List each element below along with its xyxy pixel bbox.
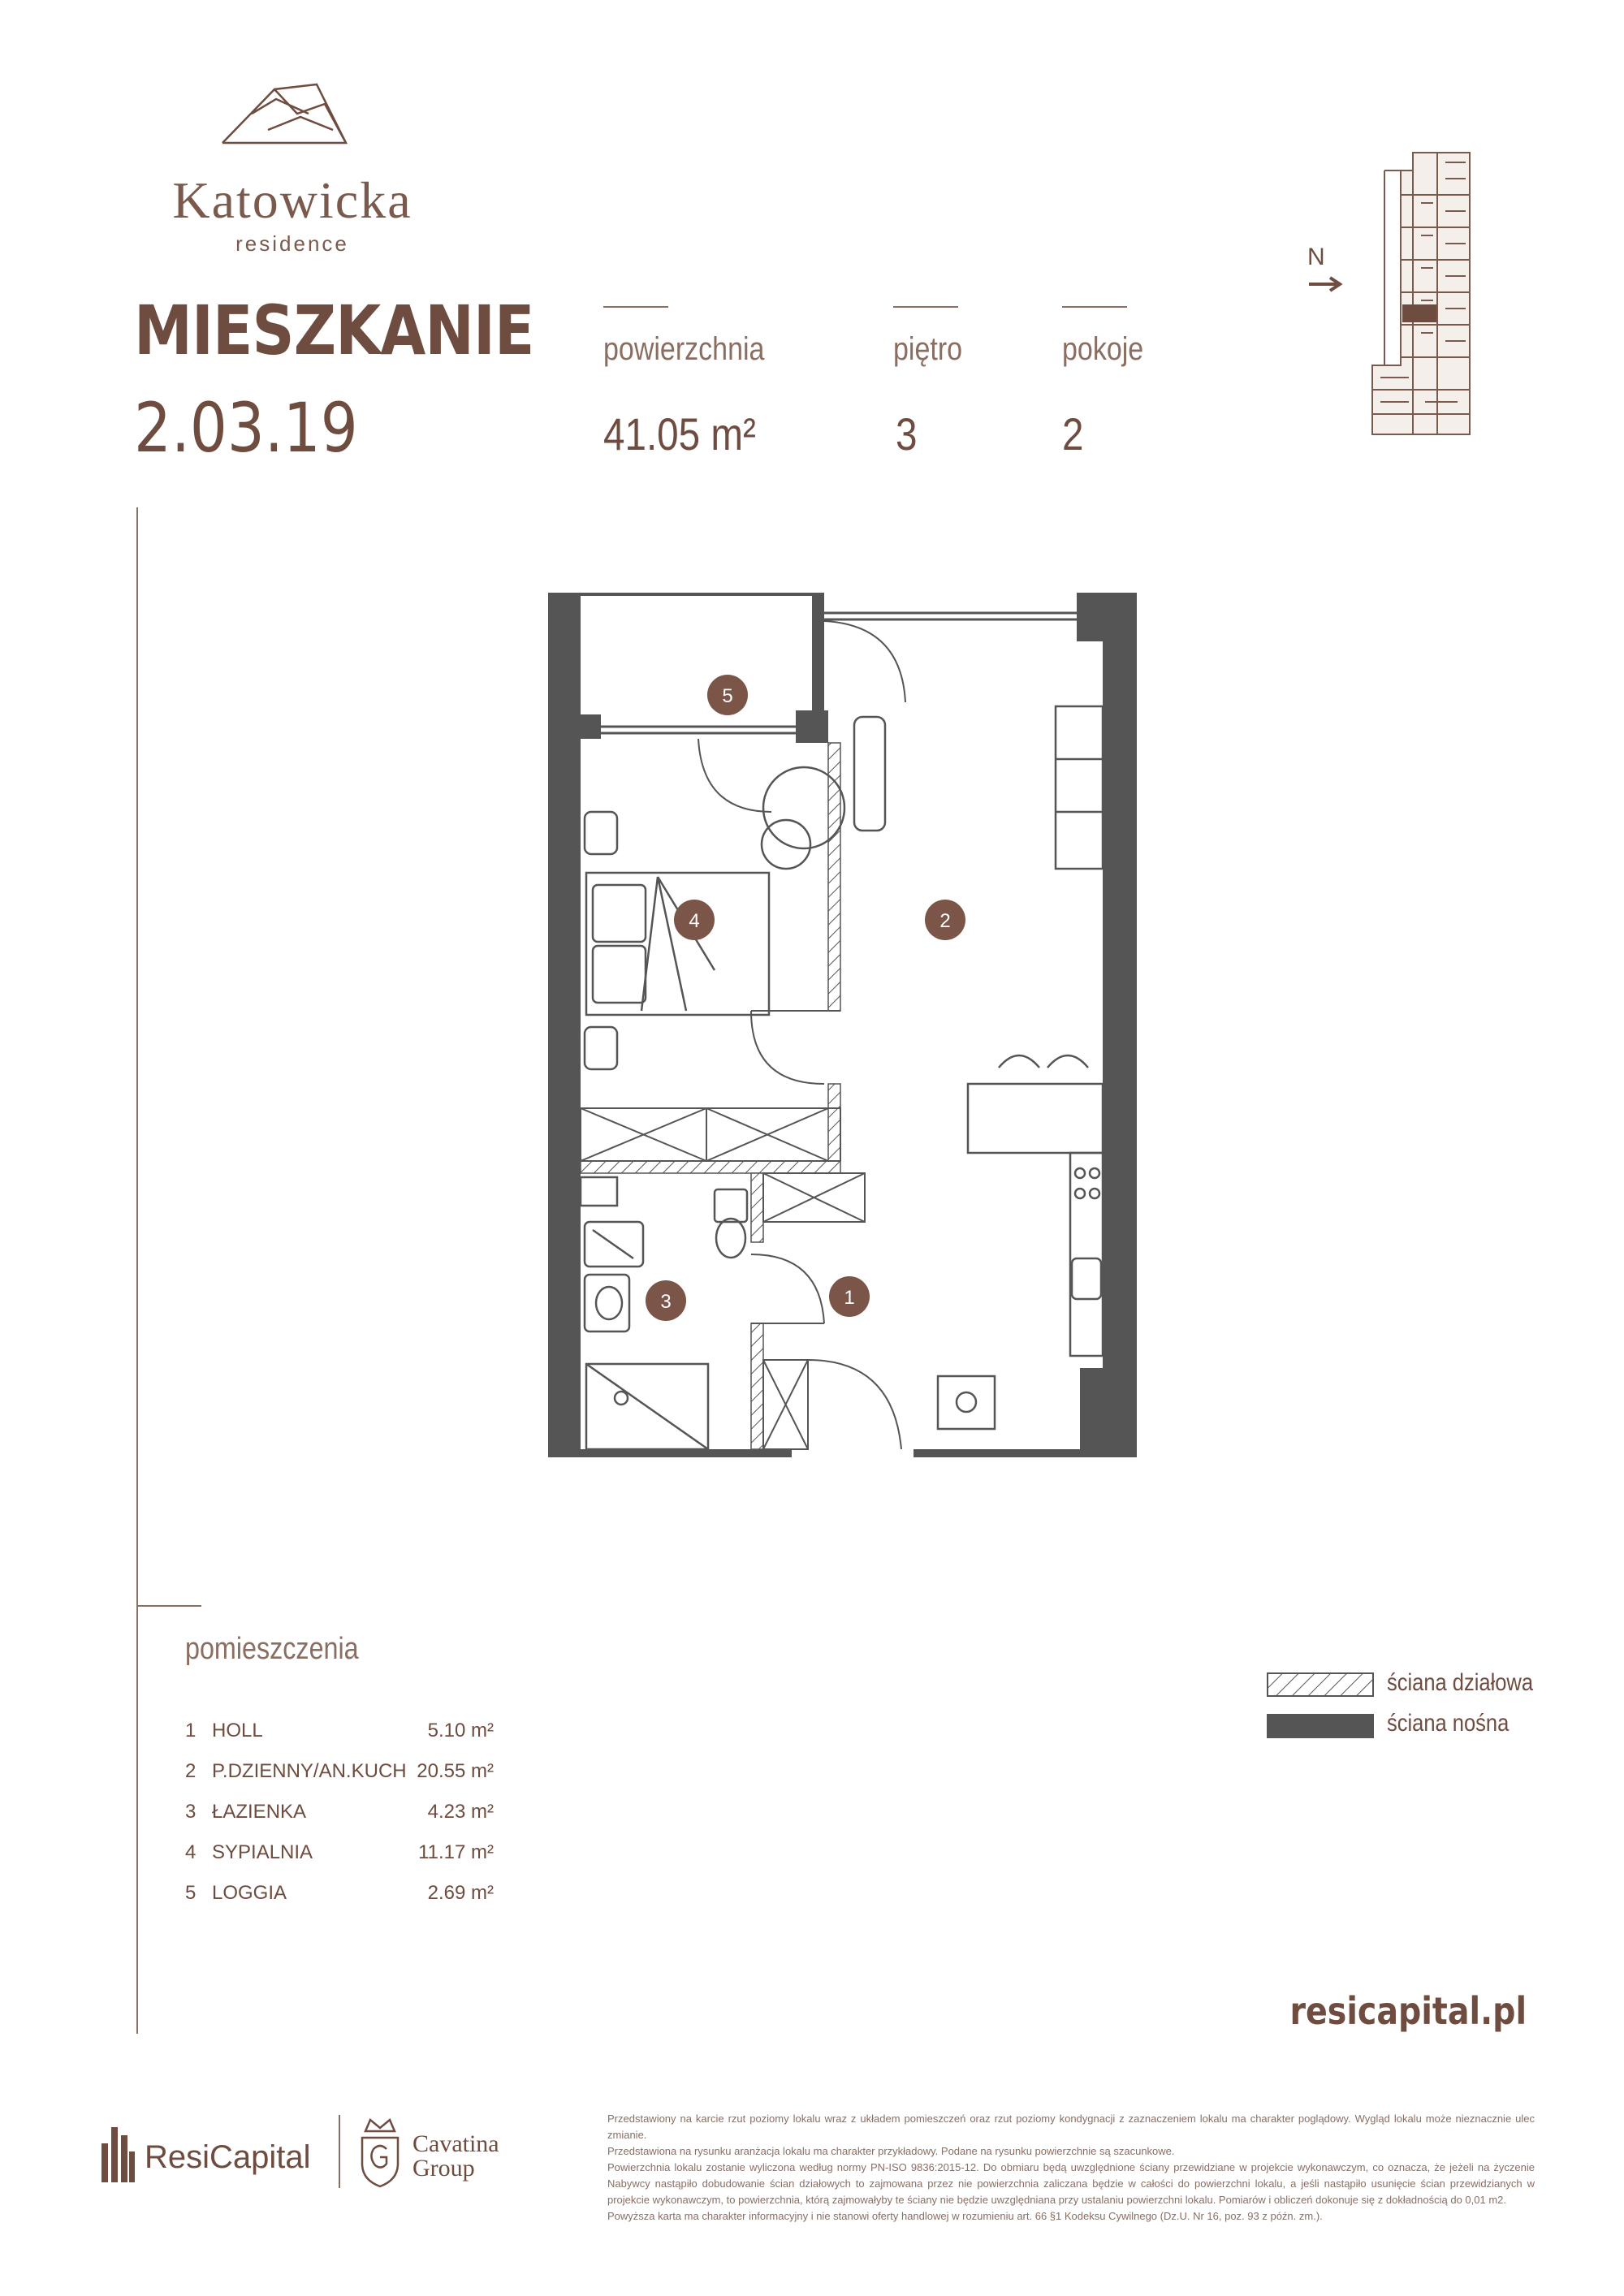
cavatina-logo-text xyxy=(412,2132,499,2181)
rooms-title: pomieszczenia xyxy=(185,1632,359,1666)
room-area: 20.55 m² xyxy=(417,1760,494,1782)
resicapital-logo-icon xyxy=(102,2119,136,2182)
cavatina-crest-icon xyxy=(357,2115,403,2188)
room-number: 1 xyxy=(185,1720,197,1741)
compass-label: N xyxy=(1307,244,1325,270)
svg-text:5: 5 xyxy=(722,685,733,707)
legend-label-partition: ściana działowa xyxy=(1387,1669,1534,1696)
stat-label-floor: piętro xyxy=(893,331,963,367)
unit-code: 2.03.19 xyxy=(134,388,358,468)
load-bearing-walls xyxy=(548,593,1137,1457)
room-number: 3 xyxy=(185,1801,197,1823)
room-marker-4 xyxy=(674,900,715,940)
svg-text:3: 3 xyxy=(660,1291,672,1313)
cavatina-line2: Group xyxy=(412,2155,475,2182)
room-number: 5 xyxy=(185,1882,197,1904)
list-item xyxy=(185,1760,510,1785)
unit-heading: MIESZKANIE xyxy=(134,291,534,370)
svg-text:2: 2 xyxy=(939,910,951,932)
building-key-plan xyxy=(1368,146,1474,438)
room-area: 4.23 m² xyxy=(427,1801,494,1823)
disclaimer xyxy=(607,2111,1535,2225)
list-item xyxy=(185,1720,510,1744)
list-item xyxy=(185,1882,510,1906)
resicapital-logo-text: ResiCapital xyxy=(145,2139,311,2175)
stat-label-area: powierzchnia xyxy=(603,331,765,367)
room-marker-5 xyxy=(707,675,748,715)
disclaimer-line: Powierzchnia lokalu zostanie wyliczona według normy PN-ISO 9836:2015-12. Do obmiaru będą uwzględnione ściany przewidziane w projekcie wykonawczym, co oznacza, że jeżeli na życzenie Nabywcy nastąpiło dobudowanie ścian działowych to zajmowana przez nie powierzchnia zaliczana będzie w całości do powierzchni lokalu, a jeśli nastąpiło usunięcie ścian przewidzianych w projekcie wykonawczym, to powierzchnia, którą zajmowałyby te ściany nie będzie uwzględniana przy ustalaniu powierzchni lokalu. Pomiarów i obliczeń dokonuje się z dokładnością do 0,01 m2. xyxy=(607,2161,1535,2206)
list-item xyxy=(185,1841,510,1866)
stat-label-rooms: pokoje xyxy=(1062,331,1144,367)
room-marker-2 xyxy=(925,900,965,940)
room-name: ŁAZIENKA xyxy=(212,1801,307,1823)
legend-swatch-solid xyxy=(1267,1714,1374,1738)
stat-value-area: 41.05 m² xyxy=(603,408,756,460)
left-divider xyxy=(136,507,138,2034)
website-link[interactable]: resicapital.pl xyxy=(1289,1989,1527,2033)
disclaimer-line: Powyższa karta ma charakter informacyjny i nie stanowi oferty handlowej w rozumieniu art. 66 §1 Kodeksu Cywilnego (Dz.U. Nr 16, poz. 93 z późn. zm.). xyxy=(607,2210,1323,2222)
list-item xyxy=(185,1801,510,1825)
stat-rule xyxy=(603,306,668,308)
svg-text:4: 4 xyxy=(689,910,700,932)
legend-swatch-hatched xyxy=(1267,1672,1374,1697)
room-name: P.DZIENNY/AN.KUCH xyxy=(212,1760,407,1782)
room-marker-3 xyxy=(646,1280,686,1321)
legend-label-loadbearing: ściana nośna xyxy=(1387,1710,1510,1737)
logo-divider xyxy=(339,2115,340,2188)
svg-text:1: 1 xyxy=(844,1287,855,1309)
mountain-logo-icon xyxy=(219,81,349,146)
floor-plan xyxy=(544,589,1153,1465)
stat-value-rooms: 2 xyxy=(1062,408,1084,460)
room-name: LOGGIA xyxy=(212,1882,287,1904)
section-rule xyxy=(136,1605,201,1607)
room-number: 2 xyxy=(185,1760,197,1782)
rooms-list xyxy=(185,1720,510,1923)
cavatina-line1: Cavatina xyxy=(412,2130,499,2157)
disclaimer-line: Przedstawiony na karcie rzut poziomy lokalu wraz z układem pomieszczeń oraz rzut poziomy kondygnacji z zaznaczeniem lokalu ma charakter poglądowy. Wygląd lokalu może nieznacznie ulec zmianie. xyxy=(607,2113,1535,2141)
stat-rule xyxy=(893,306,958,308)
brand-name: Katowicka xyxy=(172,171,412,229)
room-area: 11.17 m² xyxy=(418,1841,494,1863)
room-number: 4 xyxy=(185,1841,197,1863)
brand-subtitle: residence xyxy=(235,231,349,256)
north-arrow-icon xyxy=(1307,274,1344,294)
stat-value-floor: 3 xyxy=(896,408,918,460)
room-marker-1 xyxy=(829,1276,870,1317)
stat-rule xyxy=(1062,306,1127,308)
room-area: 2.69 m² xyxy=(427,1882,494,1904)
room-name: HOLL xyxy=(212,1720,263,1741)
room-name: SYPIALNIA xyxy=(212,1841,313,1863)
room-area: 5.10 m² xyxy=(427,1720,494,1741)
disclaimer-line: Przedstawiona na rysunku aranżacja lokalu ma charakter przykładowy. Podane na rysunku powierzchnie są szacunkowe. xyxy=(607,2145,1175,2157)
